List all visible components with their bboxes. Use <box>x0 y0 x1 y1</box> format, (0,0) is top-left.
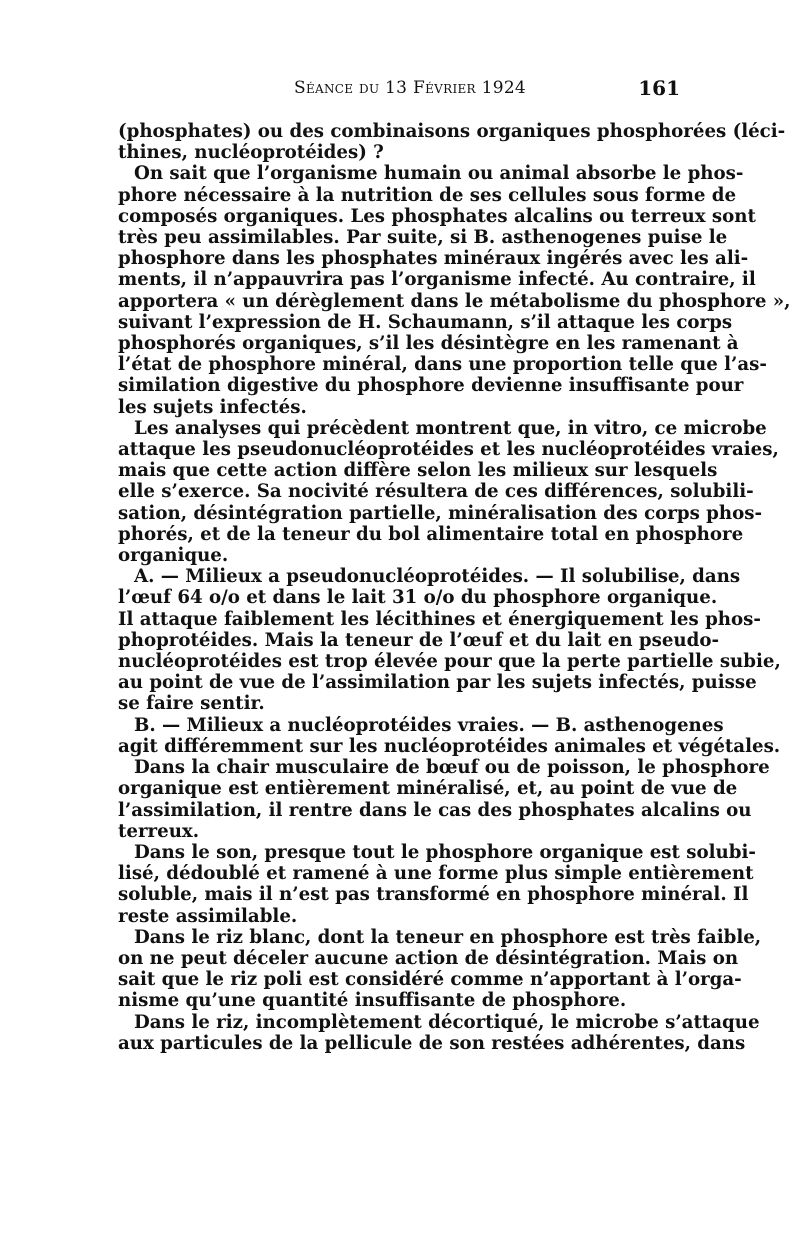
text-line: phore nécessaire à la nutrition de ses cellules sous forme de <box>118 184 737 206</box>
text-line: On sait que l’organisme humain ou animal absorbe le phos- <box>134 163 744 185</box>
text-line: thines, nucléoprotéides) ? <box>118 142 384 164</box>
text-line: sation, désintégration partielle, minéralisation des corps phos- <box>118 502 763 524</box>
text-line: nisme qu’une quantité insuffisante de phosphore. <box>118 990 627 1012</box>
text-line: composés organiques. Les phosphates alcalins ou terreux sont <box>118 205 756 227</box>
section-b-heading-line: B. — Milieux a nucléoprotéides vraies. — B. asthenogenes <box>134 714 724 736</box>
paragraph-riz-blanc <box>118 926 762 1012</box>
text-line: (phosphates) ou des combinaisons organiques phosphorées (léci- <box>118 121 786 142</box>
text-line: phoprotéides. Mais la teneur de l’œuf et du lait en pseudo- <box>118 629 720 651</box>
text-line: similation digestive du phosphore devienne insuffisante pour <box>118 375 744 397</box>
text-line: l’état de phosphore minéral, dans une proportion telle que l’as- <box>118 354 767 376</box>
text-line: Dans la chair musculaire de bœuf ou de poisson, le phosphore <box>134 757 770 779</box>
text-line: agit différemment sur les nucléoprotéides animales et végétales. <box>118 735 781 757</box>
text-line: se faire sentir. <box>118 693 265 715</box>
text-line: Dans le son, presque tout le phosphore organique est solubi- <box>134 841 756 863</box>
paragraph-chair <box>118 757 770 842</box>
text-line: Il attaque faiblement les lécithines et énergiquement les phos- <box>118 608 761 630</box>
section-a-heading-line: A. — Milieux a pseudonucléoprotéides. — Il solubilise, dans <box>134 566 741 588</box>
text-line: terreux. <box>118 820 200 842</box>
text-line: l’assimilation, il rentre dans le cas des phosphates alcalins ou <box>118 799 752 821</box>
paragraph-1 <box>118 121 786 164</box>
text-line: les sujets infectés. <box>118 396 307 418</box>
text-line: elle s’exerce. Sa nocivité résultera de ces différences, solubili- <box>118 481 754 503</box>
paragraph-section-b <box>118 714 781 757</box>
text-line: phorés, et de la teneur du bol alimentaire total en phosphore <box>118 523 744 545</box>
paragraph-son <box>118 841 756 927</box>
text-line: nucléoprotéides est trop élevée pour que la perte partielle subie, <box>118 651 781 673</box>
paragraph-3 <box>118 417 779 567</box>
text-line: suivant l’expression de H. Schaumann, s’il attaque les corps <box>118 311 733 333</box>
text-line: organique. <box>118 545 229 567</box>
text-line: mais que cette action diffère selon les milieux sur lesquels <box>118 460 718 482</box>
text-line: au point de vue de l’assimilation par les sujets infectés, puisse <box>118 672 757 694</box>
text-line: reste assimilable. <box>118 905 298 927</box>
text-line: phosphore dans les phosphates minéraux ingérés avec les ali- <box>118 248 749 270</box>
body-text <box>118 121 791 1054</box>
header-title: Séance du 13 Février 1924 <box>294 78 527 98</box>
text-line: attaque les pseudonucléoprotéides et les nucléoprotéides vraies, <box>118 439 779 461</box>
text-line: très peu assimilables. Par suite, si B. asthenogenes puise le <box>118 227 728 249</box>
running-header <box>118 74 684 114</box>
text-line: Dans le riz, incomplètement décortiqué, le microbe s’attaque <box>134 1011 760 1033</box>
page-number: 161 <box>638 76 680 100</box>
paragraph-2 <box>118 163 791 418</box>
text-line: aux particules de la pellicule de son restées adhérentes, dans <box>118 1032 746 1054</box>
text-line: sait que le riz poli est considéré comme n’apportant à l’orga- <box>118 969 742 991</box>
text-line: soluble, mais il n’est pas transformé en phosphore minéral. Il <box>118 884 749 906</box>
text-line: organique est entièrement minéralisé, et, au point de vue de <box>118 778 738 800</box>
text-line: phosphorés organiques, s’il les désintègre en les ramenant à <box>118 333 739 355</box>
text-line: lisé, dédoublé et ramené à une forme plus simple entièrement <box>118 863 754 885</box>
text-line: ments, il n’appauvrira pas l’organisme infecté. Au contraire, il <box>118 269 756 291</box>
text-line: Dans le riz blanc, dont la teneur en phosphore est très faible, <box>134 926 762 948</box>
text-line: apportera « un dérèglement dans le métabolisme du phosphore », <box>118 290 791 312</box>
paragraph-riz <box>118 1011 760 1054</box>
text-line: l’œuf 64 o/o et dans le lait 31 o/o du phosphore organique. <box>118 587 718 609</box>
text-line: Les analyses qui précèdent montrent que, in vitro, ce microbe <box>134 417 767 439</box>
text-line: on ne peut déceler aucune action de désintégration. Mais on <box>118 947 739 969</box>
paragraph-section-a <box>118 566 781 715</box>
